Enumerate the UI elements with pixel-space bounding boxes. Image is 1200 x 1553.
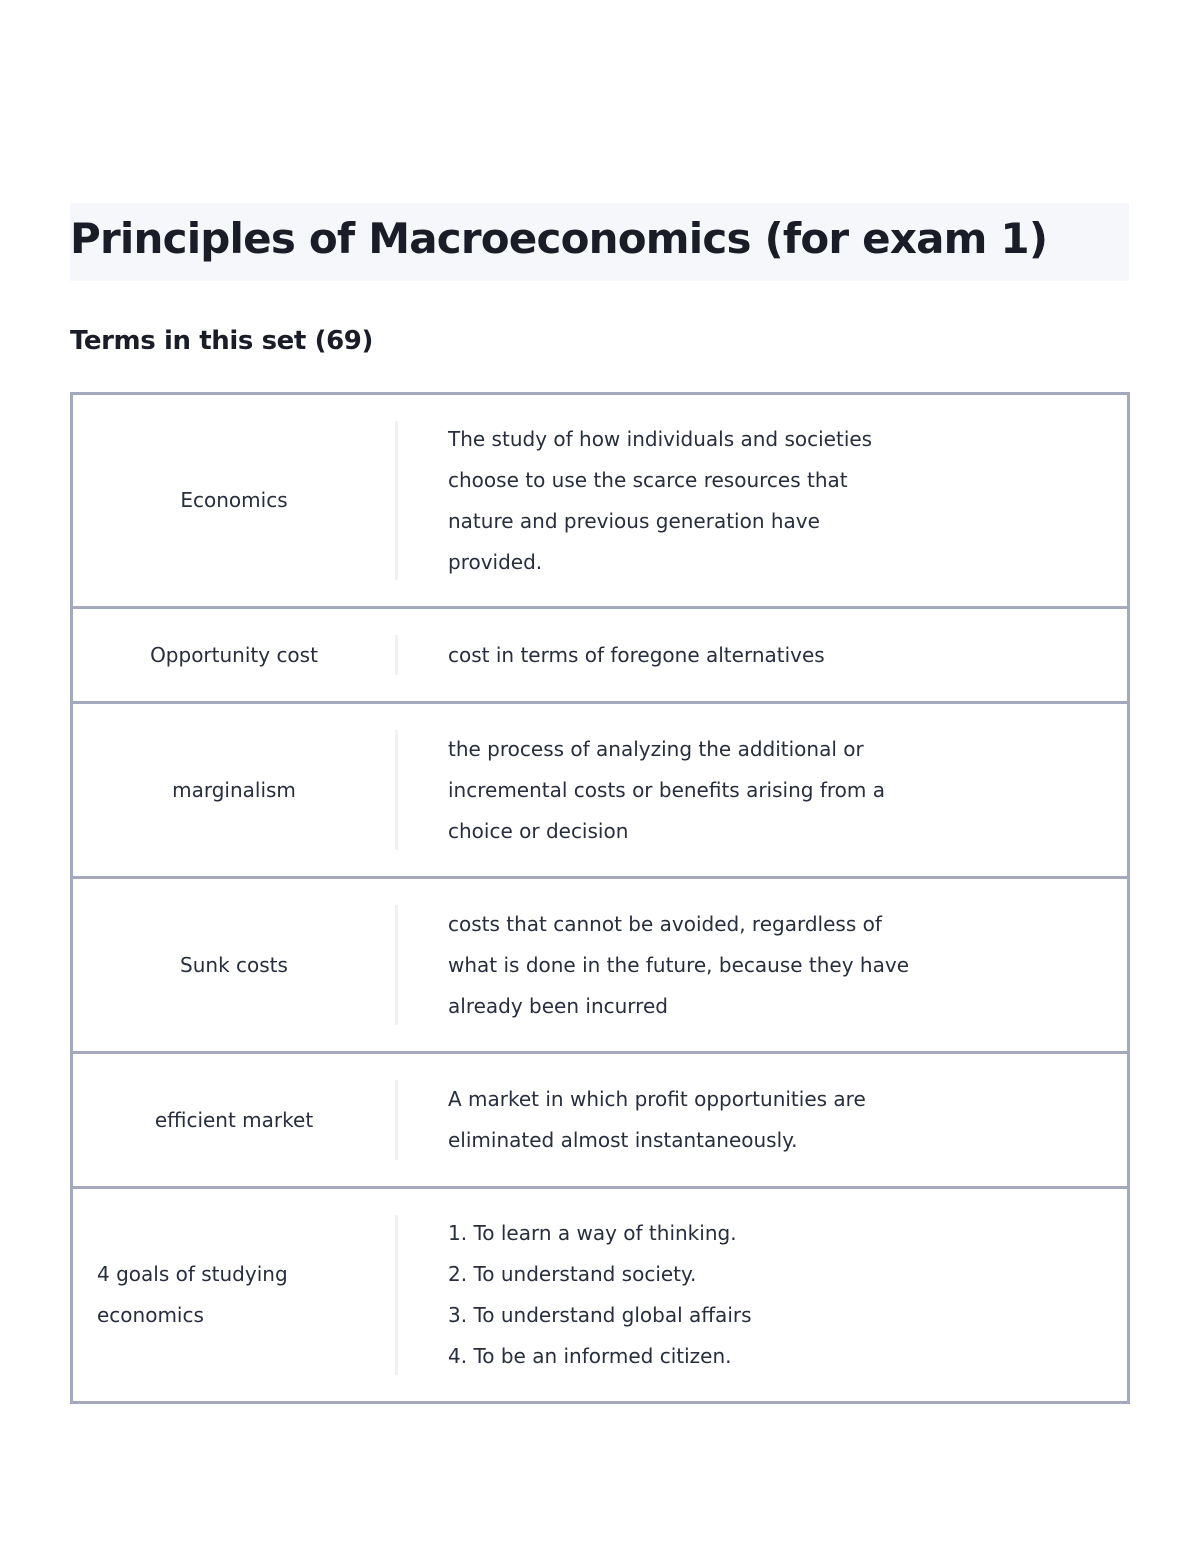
term-card-efficient-market (70, 1051, 1130, 1189)
terms-count-heading: Terms in this set (69) (70, 326, 373, 356)
term-card-economics (70, 392, 1130, 609)
definition-text: the process of analyzing the additional or incremental costs or benefits arising from a choice or decision (448, 736, 885, 843)
definition-text: costs that cannot be avoided, regardless of what is done in the future, because they have already been incurred (448, 911, 909, 1018)
term-card-sunk-costs (70, 876, 1130, 1054)
term-text: 4 goals of studying economics (97, 1262, 288, 1327)
definition-text: 1. To learn a way of thinking. 2. To understand society. 3. To understand global affairs 4. To be an informed citizen. (448, 1221, 752, 1368)
term-text: efficient market (154, 1107, 314, 1132)
definition-text: cost in terms of foregone alternatives (448, 642, 825, 667)
term-text: Opportunity cost (150, 642, 318, 667)
term-card-marginalism (70, 701, 1130, 879)
set-title: Principles of Macroeconomics (for exam 1) (70, 214, 1048, 263)
term-text: Economics (180, 488, 288, 512)
term-card-goals-of-economics (70, 1186, 1130, 1404)
definition-text: The study of how individuals and societies choose to use the scarce resources that nature and previous generation have provided. (448, 426, 873, 574)
term-text: Sunk costs (180, 952, 288, 977)
terms-list (70, 392, 1130, 1404)
term-card-opportunity-cost (70, 606, 1130, 704)
term-text: marginalism (172, 777, 296, 802)
definition-text: A market in which profit opportunities are eliminated almost instantaneously. (448, 1087, 866, 1152)
